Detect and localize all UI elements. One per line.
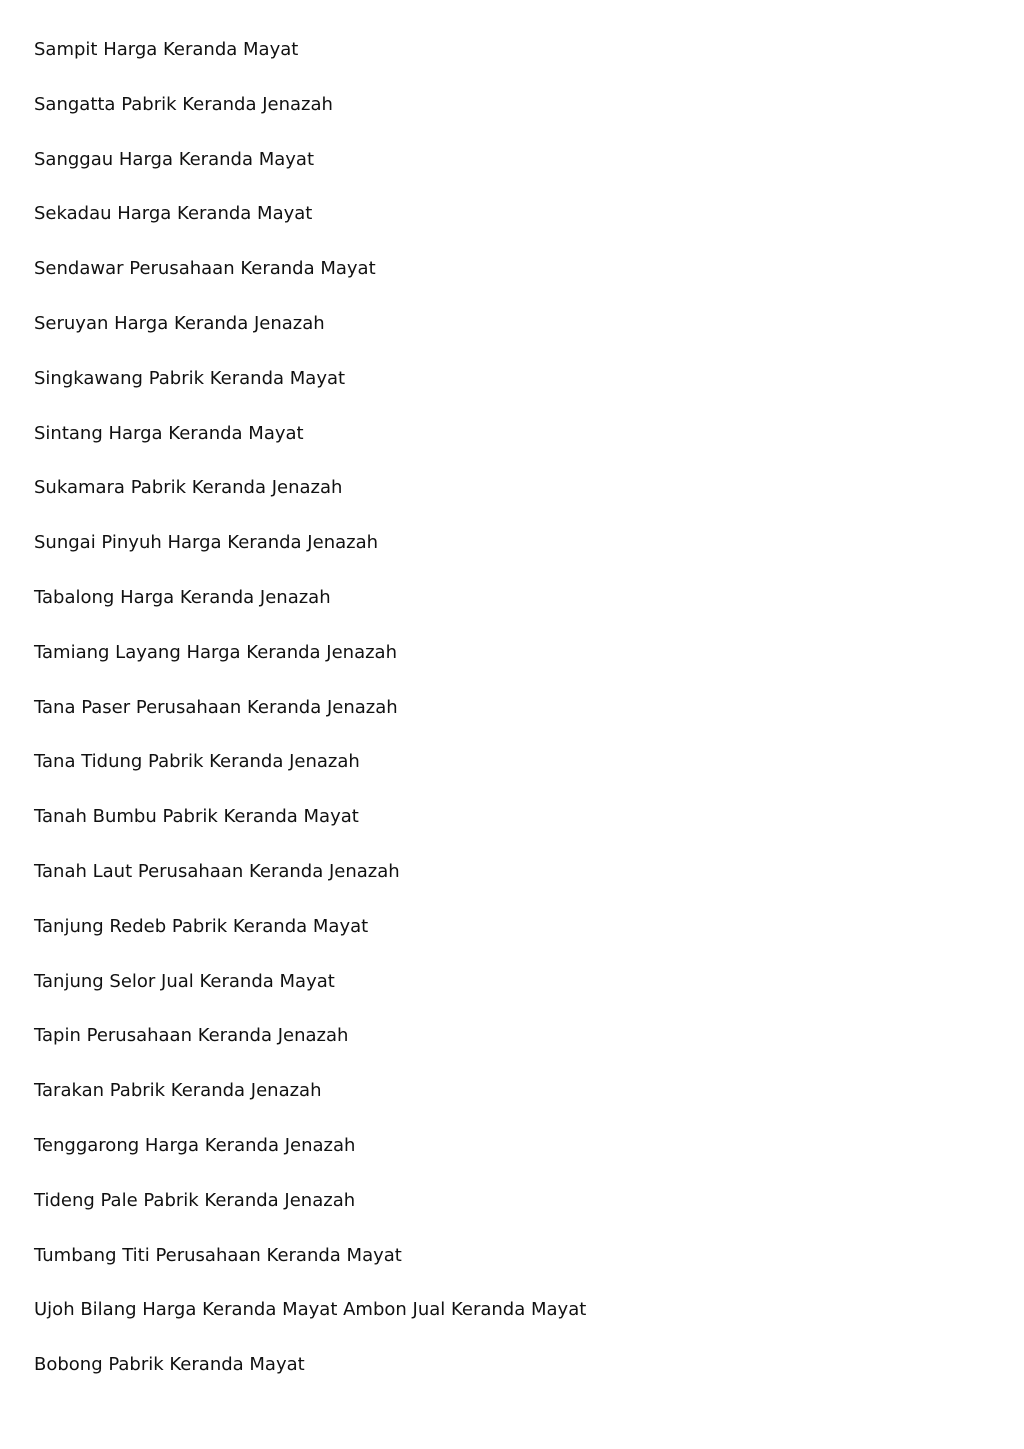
text-line: Seruyan Harga Keranda Jenazah	[34, 312, 325, 334]
text-line: Sukamara Pabrik Keranda Jenazah	[34, 477, 343, 499]
text-line: Sintang Harga Keranda Mayat	[34, 422, 304, 444]
text-line: Tideng Pale Pabrik Keranda Jenazah	[34, 1189, 356, 1211]
text-line: Singkawang Pabrik Keranda Mayat	[34, 367, 346, 389]
text-line: Sungai Pinyuh Harga Keranda Jenazah	[34, 532, 379, 554]
text-line: Sampit Harga Keranda Mayat	[34, 39, 299, 60]
text-line: Sanggau Harga Keranda Mayat	[34, 148, 315, 170]
text-line: Tenggarong Harga Keranda Jenazah	[34, 1134, 356, 1156]
text-line: Bobong Pabrik Keranda Mayat	[34, 1354, 305, 1376]
text-line: Tana Paser Perusahaan Keranda Jenazah	[34, 696, 398, 718]
text-line: Sangatta Pabrik Keranda Jenazah	[34, 93, 333, 115]
text-line: Sekadau Harga Keranda Mayat	[34, 203, 313, 225]
text-line: Tabalong Harga Keranda Jenazah	[34, 586, 331, 608]
text-line: Tana Tidung Pabrik Keranda Jenazah	[34, 751, 360, 773]
text-line: Tamiang Layang Harga Keranda Jenazah	[34, 641, 397, 663]
text-line: Tanjung Selor Jual Keranda Mayat	[34, 970, 335, 992]
text-line: Tanah Laut Perusahaan Keranda Jenazah	[34, 860, 400, 882]
text-line: Tumbang Titi Perusahaan Keranda Mayat	[34, 1244, 402, 1266]
text-line-list	[34, 36, 586, 1406]
text-line: Tanjung Redeb Pabrik Keranda Mayat	[34, 915, 369, 937]
text-line: Tanah Bumbu Pabrik Keranda Mayat	[34, 806, 359, 828]
text-line: Ujoh Bilang Harga Keranda Mayat Ambon Jual Keranda Mayat	[34, 1299, 587, 1321]
text-line: Sendawar Perusahaan Keranda Mayat	[34, 258, 376, 280]
text-line: Tapin Perusahaan Keranda Jenazah	[34, 1025, 349, 1047]
text-line: Tarakan Pabrik Keranda Jenazah	[34, 1080, 322, 1102]
